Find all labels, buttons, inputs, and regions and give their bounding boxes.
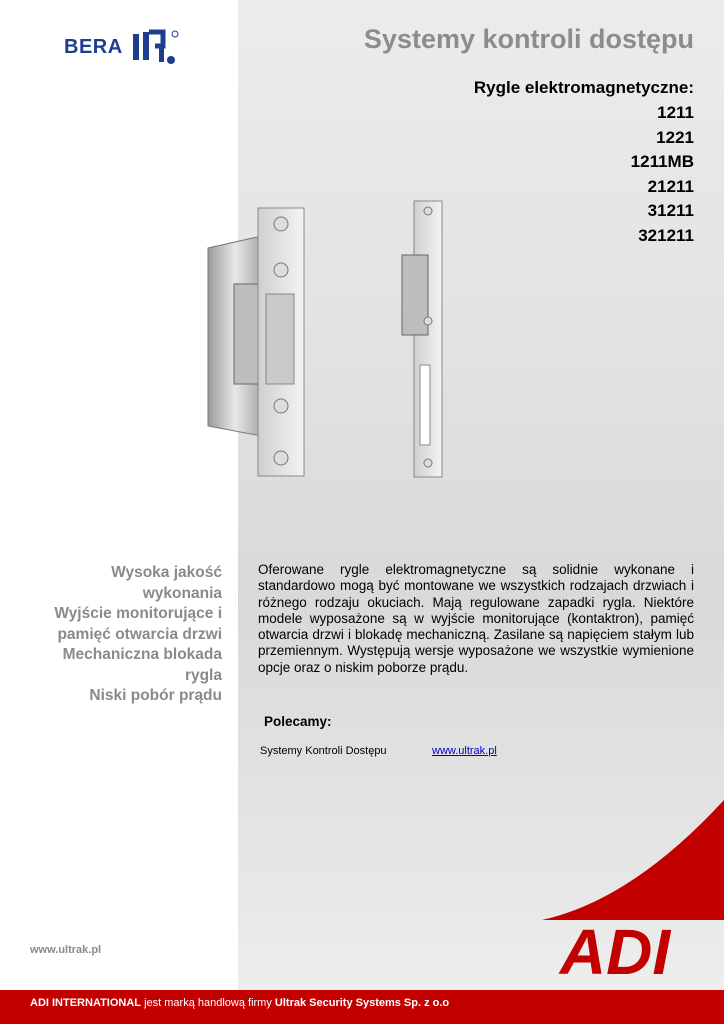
- svg-text:ADI: ADI: [559, 916, 671, 988]
- feature-line: Niski pobór prądu: [89, 687, 222, 704]
- recommend-label: Polecamy:: [264, 714, 332, 729]
- bera-logo-icon: [129, 28, 181, 66]
- footer-url[interactable]: www.ultrak.pl: [30, 944, 102, 956]
- recommend-link[interactable]: www.ultrak.pl: [432, 745, 497, 757]
- recommend-link-name: Systemy Kontroli Dostępu: [260, 745, 387, 757]
- adi-swoosh-shape: [542, 800, 724, 920]
- model-item: 321211: [638, 225, 694, 245]
- footer-text: [30, 997, 449, 1009]
- description-text: Oferowane rygle elektromagnetyczne są solidnie wykonane i standardowo mogą być montowane we wszystkich rodzajach drzwiach i różnego rodzaju okuciach. Mają regulowane zapadki rygla. Niektóre modele wyposażone są w wyjście monitorujące (kontaktron), pamięć otwarcia drzwi i blokadę mechaniczną. Zasilane są napięciem stałym lub przemiennym. Występują wersje wyposażone we wszystkie wymienione opcje oraz o niskim poborze prądu.: [258, 562, 694, 675]
- model-item: 31211: [647, 201, 694, 220]
- footer-company: Ultrak Security Systems Sp. z o.o: [274, 997, 450, 1009]
- page-title: Systemy kontroli dostępu: [363, 24, 694, 54]
- model-item: 1211MB: [630, 152, 694, 171]
- bera-logo-text: BERA: [64, 35, 123, 58]
- feature-list: [20, 563, 222, 707]
- feature-line: wykonania: [142, 584, 222, 602]
- product-subtitle: Rygle elektromagnetyczne:: [473, 78, 694, 97]
- lock-image-narrow: [398, 195, 448, 480]
- model-item: 1221: [656, 127, 694, 147]
- lock-image-large: [200, 200, 310, 480]
- model-item: 21211: [647, 176, 694, 196]
- feature-line: pamięć otwarcia drzwi: [57, 625, 222, 643]
- feature-line: Wyjście monitorujące i: [54, 605, 222, 622]
- footer-middle: jest marką handlową firmy: [144, 997, 272, 1009]
- bera-logo: [64, 28, 181, 66]
- footer-brand: ADI INTERNATIONAL: [30, 997, 142, 1009]
- feature-line: Mechaniczna blokada: [62, 646, 222, 663]
- feature-line: Wysoka jakość: [111, 564, 222, 581]
- model-list: [560, 101, 694, 248]
- model-item: 1211: [657, 103, 694, 122]
- left-strip: [0, 0, 238, 1000]
- feature-line: rygla: [184, 666, 222, 684]
- recommend-row: [260, 745, 497, 757]
